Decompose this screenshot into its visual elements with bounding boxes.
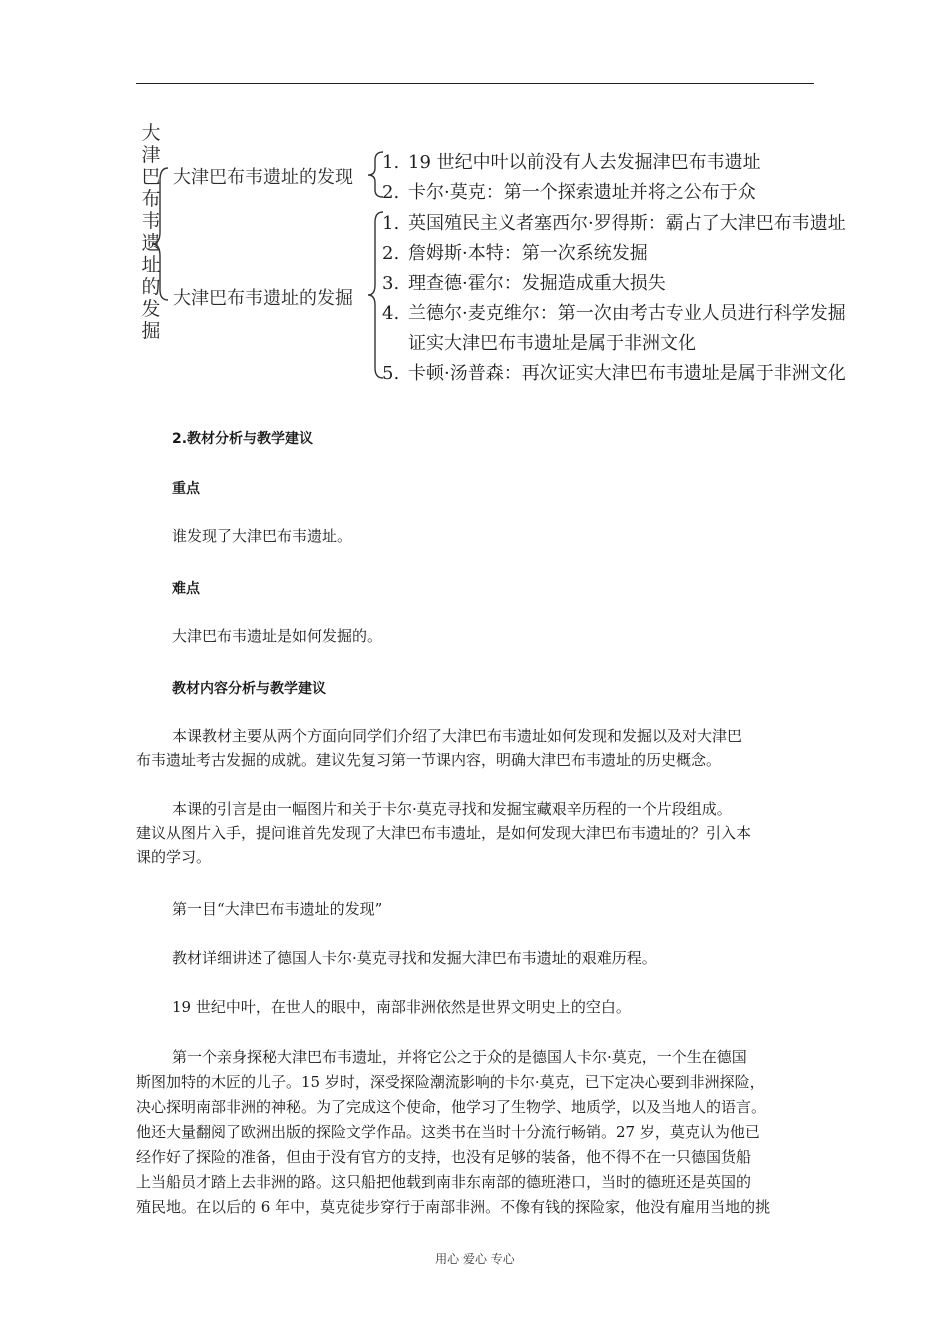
branch-label-excavation: 大津巴布韦遗址的发掘 [173,288,353,309]
difficulty-heading: 难点 [172,581,200,597]
analysis-heading: 教材内容分析与教学建议 [172,681,326,697]
item-number: 4. [382,303,400,324]
diagram-item [382,148,761,174]
root-char: 发 [141,298,161,320]
item-text: 英国殖民主义者塞西尔·罗得斯：霸占了大津巴布韦遗址 [408,213,846,234]
root-char: 布 [141,188,161,210]
paragraph-line: 殖民地。在以后的 6 年中，莫克徒步穿行于南部非洲。不像有钱的探险家，他没有雇用当地的挑 [136,1198,771,1216]
root-char: 址 [141,254,161,276]
item-text: 詹姆斯·本特：第一次系统发掘 [408,243,648,264]
paragraph-subheading: 第一目“大津巴布韦遗址的发现” [172,900,383,918]
diagram-item [382,239,648,265]
paragraph-line: 他还大量翻阅了欧洲出版的探险文学作品。这类书在当时十分流行畅销。27 岁，莫克认为他已 [136,1123,760,1141]
paragraph-line: 本课的引言是由一幅图片和关于卡尔·莫克寻找和发掘宝藏艰辛历程的一个片段组成。 [172,800,732,818]
item-number: 5. [382,363,400,384]
root-char: 津 [141,144,161,166]
item-number: 2. [382,182,400,203]
paragraph-line: 布韦遗址考古发掘的成就。建议先复习第一节课内容，明确大津巴布韦遗址的历史概念。 [136,751,722,769]
diagram-item [382,329,696,355]
paragraph-line: 经作好了探险的准备，但由于没有官方的支持，也没有足够的装备，他不得不在一只德国货船 [136,1148,752,1166]
item-text: 卡尔·莫克：第一个探索遗址并将之公布于众 [408,182,756,203]
section-title: 2.教材分析与教学建议 [172,431,314,447]
paragraph-summary: 教材详细讲述了德国人卡尔·莫克寻找和发掘大津巴布韦遗址的艰难历程。 [172,949,657,967]
root-char: 遗 [141,232,161,254]
paragraph-lead [136,797,816,869]
item-number: 1. [382,213,400,234]
root-char: 的 [141,276,161,298]
root-char: 掘 [141,320,161,342]
paragraph-intro [136,724,816,772]
item-text: 19 世纪中叶以前没有人去发掘津巴布韦遗址 [408,152,761,173]
diagram-item [382,269,666,295]
paragraph-line: 决心探明南部非洲的神秘。为了完成这个使命，他学习了生物学、地质学，以及当地人的语言。 [136,1098,767,1116]
site-discovery-diagram [0,0,950,400]
diagram-item [382,299,846,325]
diagram-item [382,359,846,385]
paragraph-line: 第一个亲身探秘大津巴布韦遗址，并将它公之于众的是德国人卡尔·莫克，一个生在德国 [172,1048,747,1066]
diagram-item [382,209,846,235]
paragraph-line: 本课教材主要从两个方面向同学们介绍了大津巴布韦遗址如何发现和发掘以及对大津巴 [172,727,743,745]
item-text: 卡顿·汤普森：再次证实大津巴布韦遗址是属于非洲文化 [408,363,846,384]
item-text: 理查德·霍尔：发掘造成重大损失 [408,273,666,294]
branch-label-discovery: 大津巴布韦遗址的发现 [173,167,353,188]
paragraph-story [136,1045,816,1220]
root-char: 韦 [141,210,161,232]
paragraph-line: 上当船员才踏上去非洲的路。这只船把他载到南非东南部的德班港口，当时的德班还是英国的 [136,1173,752,1191]
root-char: 巴 [141,166,161,188]
root-char: 大 [141,122,161,144]
key-point-heading: 重点 [172,481,200,497]
item-number: 2. [382,243,400,264]
paragraph-line: 斯图加特的木匠的儿子。15 岁时，深受探险潮流影响的卡尔·莫克，已下定决心要到非洲探险， [136,1073,765,1091]
item-text: 证实大津巴布韦遗址是属于非洲文化 [408,333,696,354]
page-footer: 用心 爱心 专心 [435,1252,515,1266]
difficulty-text: 大津巴布韦遗址是如何发掘的。 [172,627,383,645]
paragraph-context: 19 世纪中叶，在世人的眼中，南部非洲依然是世界文明史上的空白。 [172,998,631,1016]
item-number: 1. [382,152,400,173]
item-text: 兰德尔·麦克维尔：第一次由考古专业人员进行科学发掘 [408,303,846,324]
paragraph-line: 建议从图片入手，提问谁首先发现了大津巴布韦遗址，是如何发现大津巴布韦遗址的？引入本 [136,824,752,842]
paragraph-line: 课的学习。 [136,848,212,866]
key-point-text: 谁发现了大津巴布韦遗址。 [172,527,353,545]
item-number: 3. [382,273,400,294]
diagram-item [382,178,756,204]
